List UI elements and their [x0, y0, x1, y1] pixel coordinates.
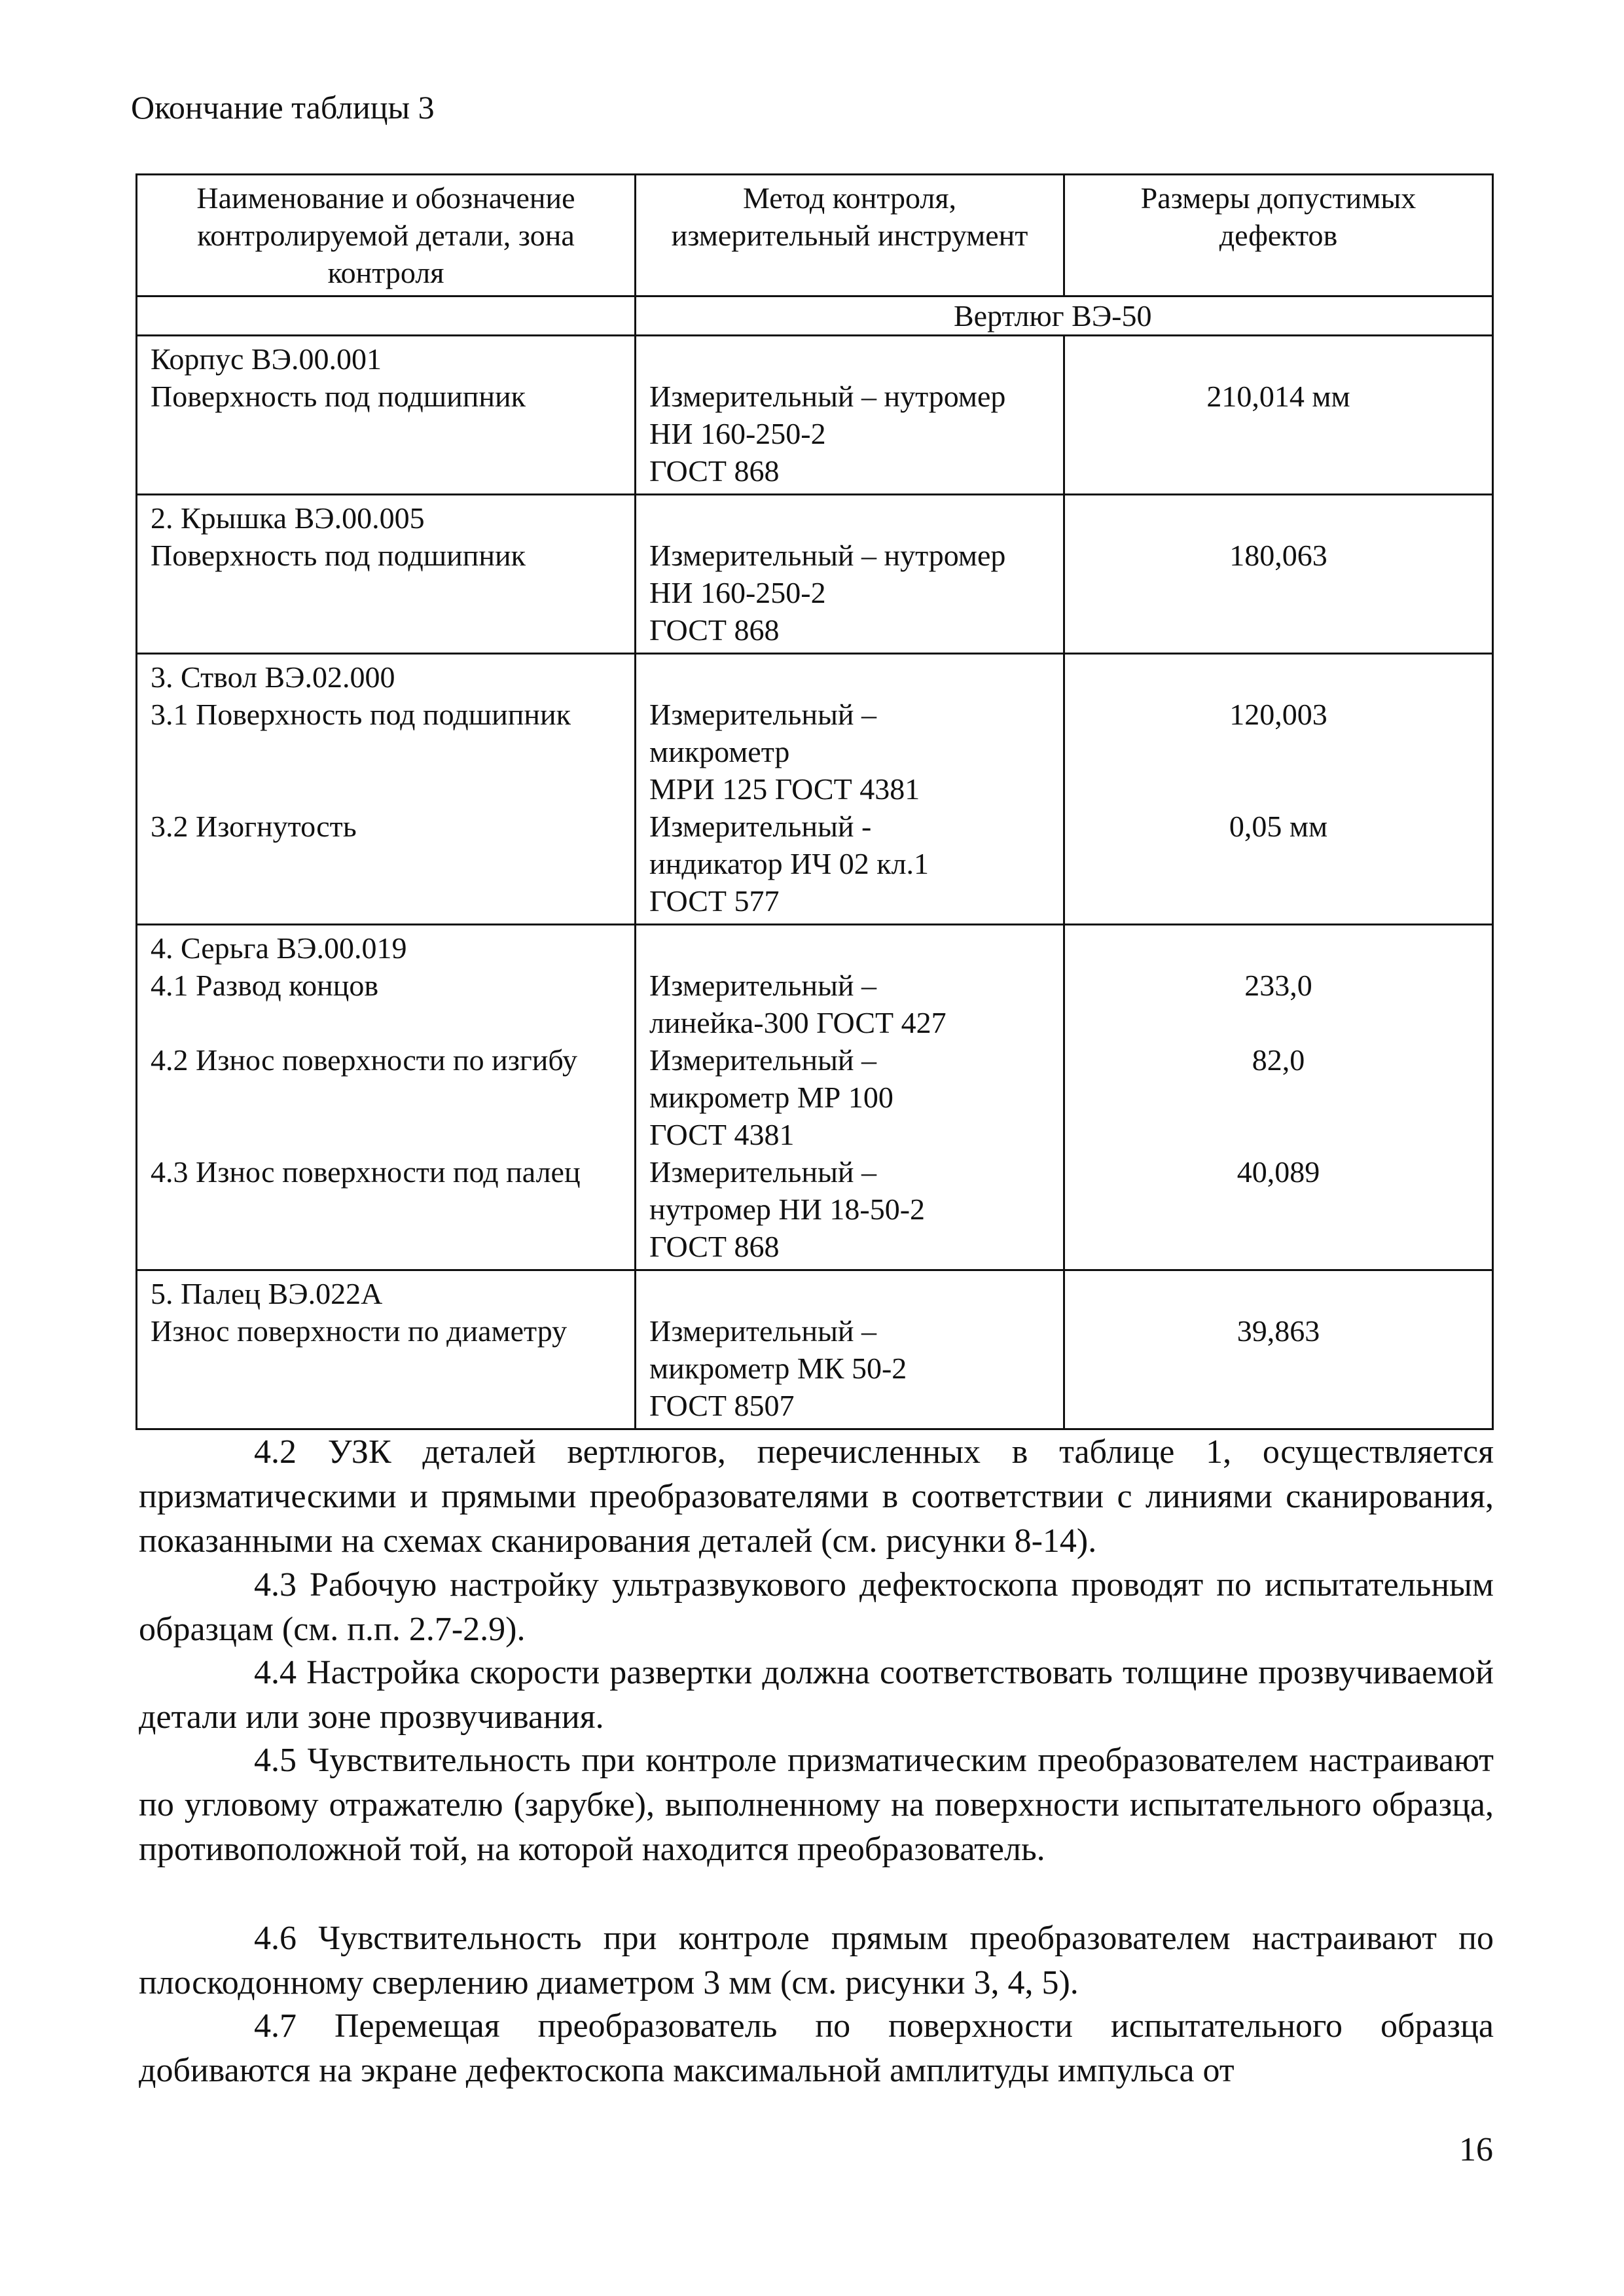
- paragraph-4-3: 4.3 Рабочую настройку ультразвукового дефектоскопа проводят по испытательным образцам (см. п.п. 2.7-2.9).: [139, 1566, 1494, 1648]
- method-line: микрометр МК 50-2: [649, 1352, 907, 1385]
- part-line: Поверхность под подшипник: [151, 539, 526, 572]
- method-line: [649, 499, 1050, 537]
- method-line: [649, 1275, 1050, 1312]
- size-line: 180,063: [1229, 539, 1327, 572]
- header-part: Наименование и обозначение контролируемой детали, зона контроля: [137, 175, 636, 296]
- part-line: 4.2 Износ поверхности по изгибу: [151, 1043, 577, 1077]
- method-cell: [636, 925, 1064, 1270]
- header-size: Размеры допустимых дефектов: [1064, 175, 1493, 296]
- part-cell: [137, 495, 636, 654]
- group-title-cell: [636, 296, 1493, 336]
- size-line: [1078, 1191, 1479, 1228]
- size-line: [1078, 1275, 1479, 1312]
- size-cell: [1064, 1270, 1493, 1429]
- size-line: [1078, 499, 1479, 537]
- method-line: Измерительный -: [649, 810, 872, 843]
- size-line: 40,089: [1236, 1155, 1320, 1189]
- method-line: Измерительный –: [649, 1314, 876, 1348]
- method-line: Измерительный –: [649, 969, 876, 1002]
- page-number: 16: [1459, 2131, 1493, 2168]
- method-line: Измерительный – нутромер: [649, 539, 1006, 572]
- size-line: [1078, 1116, 1479, 1153]
- part-line: [151, 1228, 621, 1265]
- part-line: [151, 1079, 621, 1116]
- part-line: 3. Ствол ВЭ.02.000: [151, 660, 395, 694]
- size-cell: [1064, 654, 1493, 925]
- size-line: 210,014 мм: [1206, 380, 1350, 413]
- table-header-row: [137, 175, 1493, 296]
- part-cell: [137, 336, 636, 495]
- size-line: [1078, 1004, 1479, 1041]
- method-line: МРИ 125 ГОСТ 4381: [649, 772, 920, 806]
- part-line: Износ поверхности по диаметру: [151, 1314, 568, 1348]
- method-line: [649, 340, 1050, 378]
- size-cell: [1064, 336, 1493, 495]
- size-line: [1078, 733, 1479, 770]
- table-group-row: [137, 296, 1493, 336]
- table-row: [137, 654, 1493, 925]
- method-cell: [636, 1270, 1064, 1429]
- part-cell: [137, 654, 636, 925]
- part-line: [151, 1004, 621, 1041]
- part-line: 4.1 Развод концов: [151, 969, 379, 1002]
- part-line: Поверхность под подшипник: [151, 380, 526, 413]
- size-line: [1078, 1228, 1479, 1265]
- method-line: линейка-300 ГОСТ 427: [649, 1006, 947, 1039]
- table-caption: Окончание таблицы 3: [131, 89, 435, 126]
- method-cell: [636, 336, 1064, 495]
- method-line: нутромер НИ 18-50-2: [649, 1193, 926, 1226]
- size-line: 233,0: [1244, 969, 1312, 1002]
- method-line: НИ 160-250-2: [649, 417, 826, 450]
- part-line: 5. Палец ВЭ.022А: [151, 1277, 383, 1310]
- part-line: [151, 1116, 621, 1153]
- part-line: 4.3 Износ поверхности под палец: [151, 1155, 581, 1189]
- method-line: микрометр МР 100: [649, 1081, 893, 1114]
- part-line: [151, 770, 621, 808]
- part-line: 3.2 Изогнутость: [151, 810, 357, 843]
- table-row: [137, 336, 1493, 495]
- method-line: ГОСТ 4381: [649, 1118, 795, 1151]
- paragraph-4-4: 4.4 Настройка скорости развертки должна соответствовать толщине прозвучиваемой детали или зоне прозвучивания.: [139, 1654, 1494, 1736]
- method-line: Измерительный –: [649, 698, 876, 731]
- part-line: [151, 845, 621, 882]
- header-method: Метод контроля, измерительный инструмент: [636, 175, 1064, 296]
- method-line: ГОСТ 868: [649, 454, 780, 488]
- part-cell: [137, 1270, 636, 1429]
- paragraph-4-5: 4.5 Чувствительность при контроле призматическим преобразователем настраивают по угловому отражателю (зарубке), выполненному на поверхности испытательного образца, противоположной той, на которой находится преобразователь.: [139, 1742, 1494, 1868]
- part-line: 2. Крышка ВЭ.00.005: [151, 501, 425, 535]
- method-line: [649, 658, 1050, 696]
- table-row: [137, 1270, 1493, 1429]
- part-line: 3.1 Поверхность под подшипник: [151, 698, 571, 731]
- group-title: Вертлюг ВЭ-50: [954, 299, 1152, 332]
- size-line: [1078, 882, 1479, 920]
- part-line: [151, 1191, 621, 1228]
- size-cell: [1064, 925, 1493, 1270]
- table-row: [137, 925, 1493, 1270]
- size-line: [1078, 340, 1479, 378]
- part-line: [151, 882, 621, 920]
- method-line: Измерительный –: [649, 1043, 876, 1077]
- size-line: [1078, 658, 1479, 696]
- size-line: 82,0: [1252, 1043, 1305, 1077]
- method-line: ГОСТ 868: [649, 613, 780, 647]
- method-line: [649, 929, 1050, 967]
- part-line: [151, 733, 621, 770]
- method-line: ГОСТ 577: [649, 884, 780, 918]
- size-line: [1078, 845, 1479, 882]
- size-line: [1078, 1079, 1479, 1116]
- method-cell: [636, 654, 1064, 925]
- method-line: Измерительный – нутромер: [649, 380, 1006, 413]
- size-line: 0,05 мм: [1229, 810, 1328, 843]
- size-cell: [1064, 495, 1493, 654]
- size-line: [1078, 929, 1479, 967]
- part-line: 4. Серьга ВЭ.00.019: [151, 931, 407, 965]
- size-line: 120,003: [1229, 698, 1327, 731]
- paragraph-4-7: 4.7 Перемещая преобразователь по поверхности испытательного образца добиваются на экране дефектоскопа максимальной амплитуды импульса от: [139, 2007, 1494, 2089]
- table-row: [137, 495, 1493, 654]
- part-line: Корпус ВЭ.00.001: [151, 342, 382, 376]
- method-cell: [636, 495, 1064, 654]
- method-line: НИ 160-250-2: [649, 576, 826, 609]
- method-line: микрометр: [649, 735, 790, 768]
- paragraph-4-2: 4.2 УЗК деталей вертлюгов, перечисленных в таблице 1, осуществляется призматическими и прямыми преобразователями в соответствии с линиями сканирования, показанными на схемах сканирования деталей (см. рисунки 8-14).: [139, 1433, 1494, 1560]
- group-empty-cell: [137, 296, 636, 336]
- size-line: [1078, 770, 1479, 808]
- size-line: 39,863: [1236, 1314, 1320, 1348]
- method-line: индикатор ИЧ 02 кл.1: [649, 847, 929, 880]
- method-line: ГОСТ 8507: [649, 1389, 795, 1422]
- defects-table: [135, 173, 1494, 1430]
- paragraph-4-6: 4.6 Чувствительность при контроле прямым преобразователем настраивают по плоскодонному сверлению диаметром 3 мм (см. рисунки 3, 4, 5).: [139, 1920, 1494, 2001]
- method-line: ГОСТ 868: [649, 1230, 780, 1263]
- part-cell: [137, 925, 636, 1270]
- method-line: Измерительный –: [649, 1155, 876, 1189]
